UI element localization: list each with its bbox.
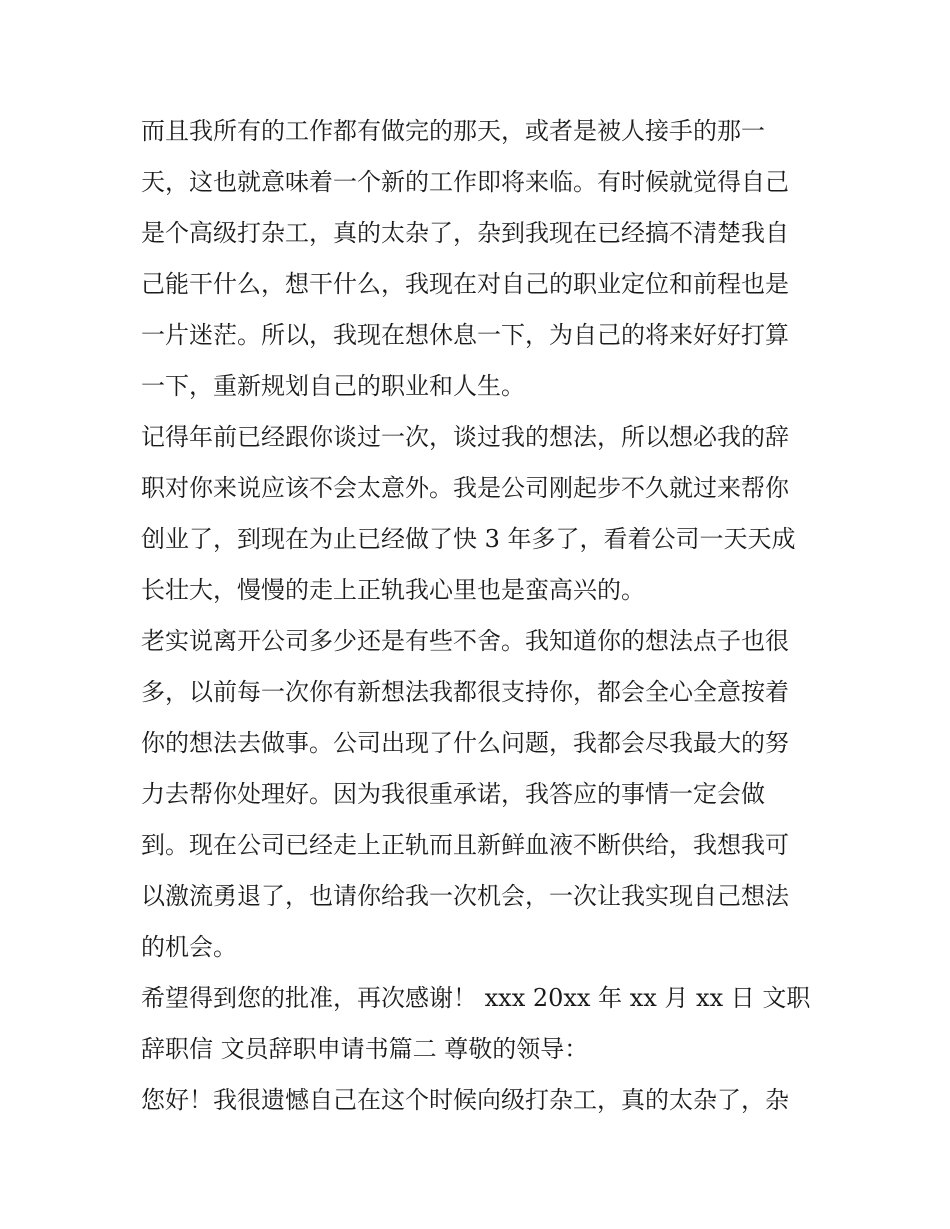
text-line: 希望得到您的批准，再次感谢！ xxx 20xx 年 xx 月 xx 日 文职: [141, 984, 811, 1012]
text-line: 记得年前已经跟你谈过一次，谈过我的想法，所以想必我的辞: [141, 423, 789, 451]
text-line: 是个高级打杂工，真的太杂了，杂到我现在已经搞不清楚我自: [141, 219, 789, 247]
text-line: 创业了，到现在为止已经做了快 3 年多了，看着公司一天天成: [141, 525, 796, 553]
text-line: 一片迷茫。所以，我现在想休息一下，为自己的将来好好打算: [141, 321, 789, 349]
text-line: 长壮大，慢慢的走上正轨我心里也是蛮高兴的。: [141, 576, 645, 604]
text-line: 己能干什么，想干什么，我现在对自己的职业定位和前程也是: [141, 270, 789, 298]
text-line: 的机会。: [141, 933, 237, 961]
text-line: 而且我所有的工作都有做完的那天，或者是被人接手的那一: [141, 117, 765, 145]
text-line: 到。现在公司已经走上正轨而且新鲜血液不断供给，我想我可: [141, 831, 789, 859]
text-line: 你的想法去做事。公司出现了什么问题，我都会尽我最大的努: [141, 729, 789, 757]
text-line: 一下，重新规划自己的职业和人生。: [141, 372, 525, 400]
text-line: 辞职信 文员辞职申请书篇二 尊敬的领导：: [141, 1035, 589, 1063]
text-line: 多，以前每一次你有新想法我都很支持你，都会全心全意按着: [141, 678, 789, 706]
text-line: 老实说离开公司多少还是有些不舍。我知道你的想法点子也很: [141, 627, 789, 655]
body-text: [141, 106, 821, 1126]
text-line: 您好！我很遗憾自己在这个时候向级打杂工，真的太杂了，杂: [141, 1086, 789, 1114]
text-line: 职对你来说应该不会太意外。我是公司刚起步不久就过来帮你: [141, 474, 789, 502]
text-line: 力去帮你处理好。因为我很重承诺，我答应的事情一定会做: [141, 780, 765, 808]
text-line: 以激流勇退了，也请你给我一次机会，一次让我实现自己想法: [141, 882, 789, 910]
text-line: 天，这也就意味着一个新的工作即将来临。有时候就觉得自己: [141, 168, 789, 196]
